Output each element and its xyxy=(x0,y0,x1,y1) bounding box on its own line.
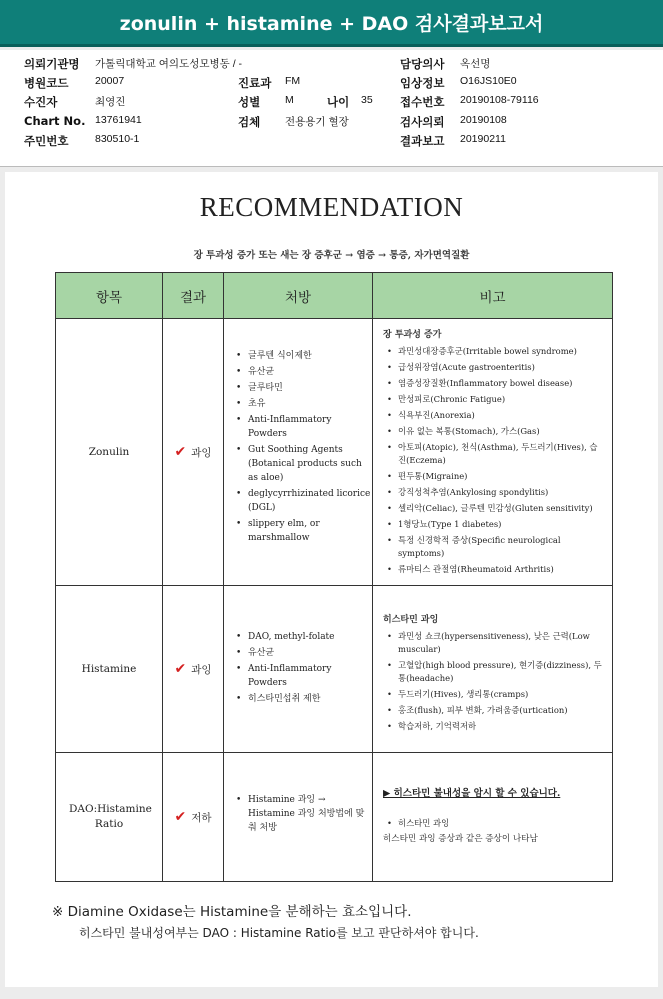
age-label: 나이 xyxy=(327,95,350,109)
check-icon: ✔ xyxy=(174,444,187,460)
prescription-item: • Anti-Inflammatory Powders xyxy=(236,662,372,690)
header-label: Chart No. xyxy=(24,114,86,128)
recommendation-page xyxy=(5,172,658,987)
table-row-notes xyxy=(373,319,612,586)
header-label: 검체 xyxy=(238,115,261,129)
prescription-item: • deglycyrrhizinated licorice (DGL) xyxy=(236,487,372,515)
header-row xyxy=(0,94,663,112)
header-row xyxy=(0,114,663,132)
note-item: • 과민성 쇼크(hypersensitiveness), 낮은 근력(Low muscular) xyxy=(387,630,604,656)
note-item: • 만성피로(Chronic Fatigue) xyxy=(387,393,604,406)
header-row xyxy=(0,133,663,151)
prescription-item: • 유산균 xyxy=(236,365,372,379)
check-icon: ✔ xyxy=(174,809,187,825)
column-header-item: 항목 xyxy=(56,273,163,319)
note-item: • 히스타민 과잉 xyxy=(387,817,604,830)
age-value: 35 xyxy=(361,94,373,106)
footnote-dao: ※ Diamine Oxidase는 Histamine을 분해하는 효소입니다. xyxy=(52,904,412,920)
notes-list xyxy=(383,630,604,733)
note-item: • 1형당뇨(Type 1 diabetes) xyxy=(387,518,604,531)
header-row xyxy=(0,75,663,93)
note-item: • 강직성척추염(Ankylosing spondylitis) xyxy=(387,486,604,499)
header-value: 20190108-79116 xyxy=(460,94,539,106)
column-header-result: 결과 xyxy=(163,273,224,319)
note-item: • 급성위장염(Acute gastroenteritis) xyxy=(387,361,604,374)
prescription-item: • slippery elm, or marshmallow xyxy=(236,517,372,545)
table-row-item xyxy=(56,319,163,586)
prescription-item: • 유산균 xyxy=(236,646,372,660)
header-value: 830510-1 xyxy=(95,133,140,145)
note-item: • 염증성장질환(Inflammatory bowel disease) xyxy=(387,377,604,390)
recommendation-subtitle: 장 투과성 증가 또는 새는 장 증후군 → 염증 → 통증, 자가면역질환 xyxy=(193,250,470,261)
note-item: • 류마티스 관절염(Rheumatoid Arthritis) xyxy=(387,563,604,576)
warning-text: ▶ 히스타민 불내성을 암시 할 수 있습니다. xyxy=(383,788,561,799)
item-name: DAO:Histamine Ratio xyxy=(69,803,152,830)
prescription-item: • Gut Soothing Agents (Botanical products such as aloe) xyxy=(236,443,372,485)
table-row-notes xyxy=(373,753,612,881)
header-label: 병원코드 xyxy=(24,76,69,90)
table-row-item xyxy=(56,586,163,753)
note-item: • 식욕부진(Anorexia) xyxy=(387,409,604,422)
header-label: 의뢰기관명 xyxy=(24,57,80,71)
notes-title: 히스타민 과잉 xyxy=(383,615,439,625)
footnote-ratio: 히스타민 불내성여부는 DAO : Histamine Ratio를 보고 판단하셔야 합니다. xyxy=(79,926,479,940)
item-name: Zonulin xyxy=(88,445,130,458)
header-row xyxy=(0,56,663,74)
note-item: • 홍조(flush), 피부 변화, 가려움증(urtication) xyxy=(387,704,604,717)
result-value: 과잉 xyxy=(191,446,212,459)
header-value: 옥선명 xyxy=(460,58,491,70)
patient-header xyxy=(0,50,663,167)
table-row-result xyxy=(163,753,224,881)
table-row-result xyxy=(163,319,224,586)
prescription-item: • 히스타민섭취 제한 xyxy=(236,692,372,706)
header-value: 20190211 xyxy=(460,133,506,145)
header-value: 전용용기 혈장 xyxy=(285,116,349,128)
header-label: 성별 xyxy=(238,95,261,109)
table-row-prescription xyxy=(224,319,373,586)
header-label: 임상정보 xyxy=(400,76,445,90)
item-name: Histamine xyxy=(81,662,137,675)
header-value: 20190108 xyxy=(460,114,507,126)
note-item: • 학습저하, 기억력저하 xyxy=(387,720,604,733)
check-icon: ✔ xyxy=(174,661,187,677)
notes-list xyxy=(383,817,604,830)
recommendation-title: RECOMMENDATION xyxy=(199,192,464,222)
header-value: 최영진 xyxy=(95,96,126,108)
prescription-list xyxy=(224,349,372,545)
prescription-item: • DAO, methyl-folate xyxy=(236,630,372,644)
note-item: • 특정 신경학적 증상(Specific neurological symptoms) xyxy=(387,534,604,560)
header-label: 수진자 xyxy=(24,95,58,109)
note-item: • 두드러기(Hives), 생리통(cramps) xyxy=(387,688,604,701)
table-row-prescription xyxy=(224,586,373,753)
notes-list xyxy=(383,345,604,576)
note-item: • 아토피(Atopic), 천식(Asthma), 두드러기(Hives), 습진(Eczema) xyxy=(387,441,604,467)
header-label: 담당의사 xyxy=(400,57,445,71)
result-value: 저하 xyxy=(191,811,212,824)
table-row-item xyxy=(56,753,163,881)
header-label: 결과보고 xyxy=(400,134,445,148)
header-label: 진료과 xyxy=(238,76,272,90)
header-value: O16JS10E0 xyxy=(460,75,517,87)
prescription-item: • Anti-Inflammatory Powders xyxy=(236,413,372,441)
prescription-item: • 글루타민 xyxy=(236,381,372,395)
header-label: 접수번호 xyxy=(400,95,445,109)
note-item: • 과민성대장증후군(Irritable bowel syndrome) xyxy=(387,345,604,358)
note-item: • 고혈압(high blood pressure), 현기증(dizziness), 두통(headache) xyxy=(387,659,604,685)
column-header-notes: 비고 xyxy=(373,273,612,319)
table-row-result xyxy=(163,586,224,753)
note-item: • 이유 없는 복통(Stomach), 가스(Gas) xyxy=(387,425,604,438)
header-label: 주민번호 xyxy=(24,134,69,148)
table-row-prescription xyxy=(224,753,373,881)
report-title: zonulin + histamine + DAO 검사결과보고서 xyxy=(0,0,663,47)
header-value: 20007 xyxy=(95,75,125,87)
prescription-list xyxy=(224,793,372,835)
prescription-item: • 초유 xyxy=(236,397,372,411)
prescription-list xyxy=(224,630,372,706)
header-value: 가톨릭대학교 여의도성모병동 / - xyxy=(95,58,243,70)
prescription-item: • 글루텐 식이제한 xyxy=(236,349,372,363)
recommendation-table xyxy=(55,272,613,882)
column-header-prescription: 처방 xyxy=(224,273,373,319)
note-text: 히스타민 과잉 증상과 같은 증상이 나타남 xyxy=(383,834,538,844)
result-value: 과잉 xyxy=(191,663,212,676)
header-label: 검사의뢰 xyxy=(400,115,445,129)
table-row-notes xyxy=(373,586,612,753)
note-item: • 셀리악(Celiac), 글루텐 민감성(Gluten sensitivity) xyxy=(387,502,604,515)
header-value: FM xyxy=(285,75,301,87)
note-item: • 편두통(Migraine) xyxy=(387,470,604,483)
header-value: 13761941 xyxy=(95,114,142,126)
notes-title: 장 투과성 증가 xyxy=(383,330,442,340)
prescription-item: • Histamine 과잉 → Histamine 과잉 처방법에 맞춰 처방 xyxy=(236,793,372,835)
header-value: M xyxy=(285,94,294,106)
